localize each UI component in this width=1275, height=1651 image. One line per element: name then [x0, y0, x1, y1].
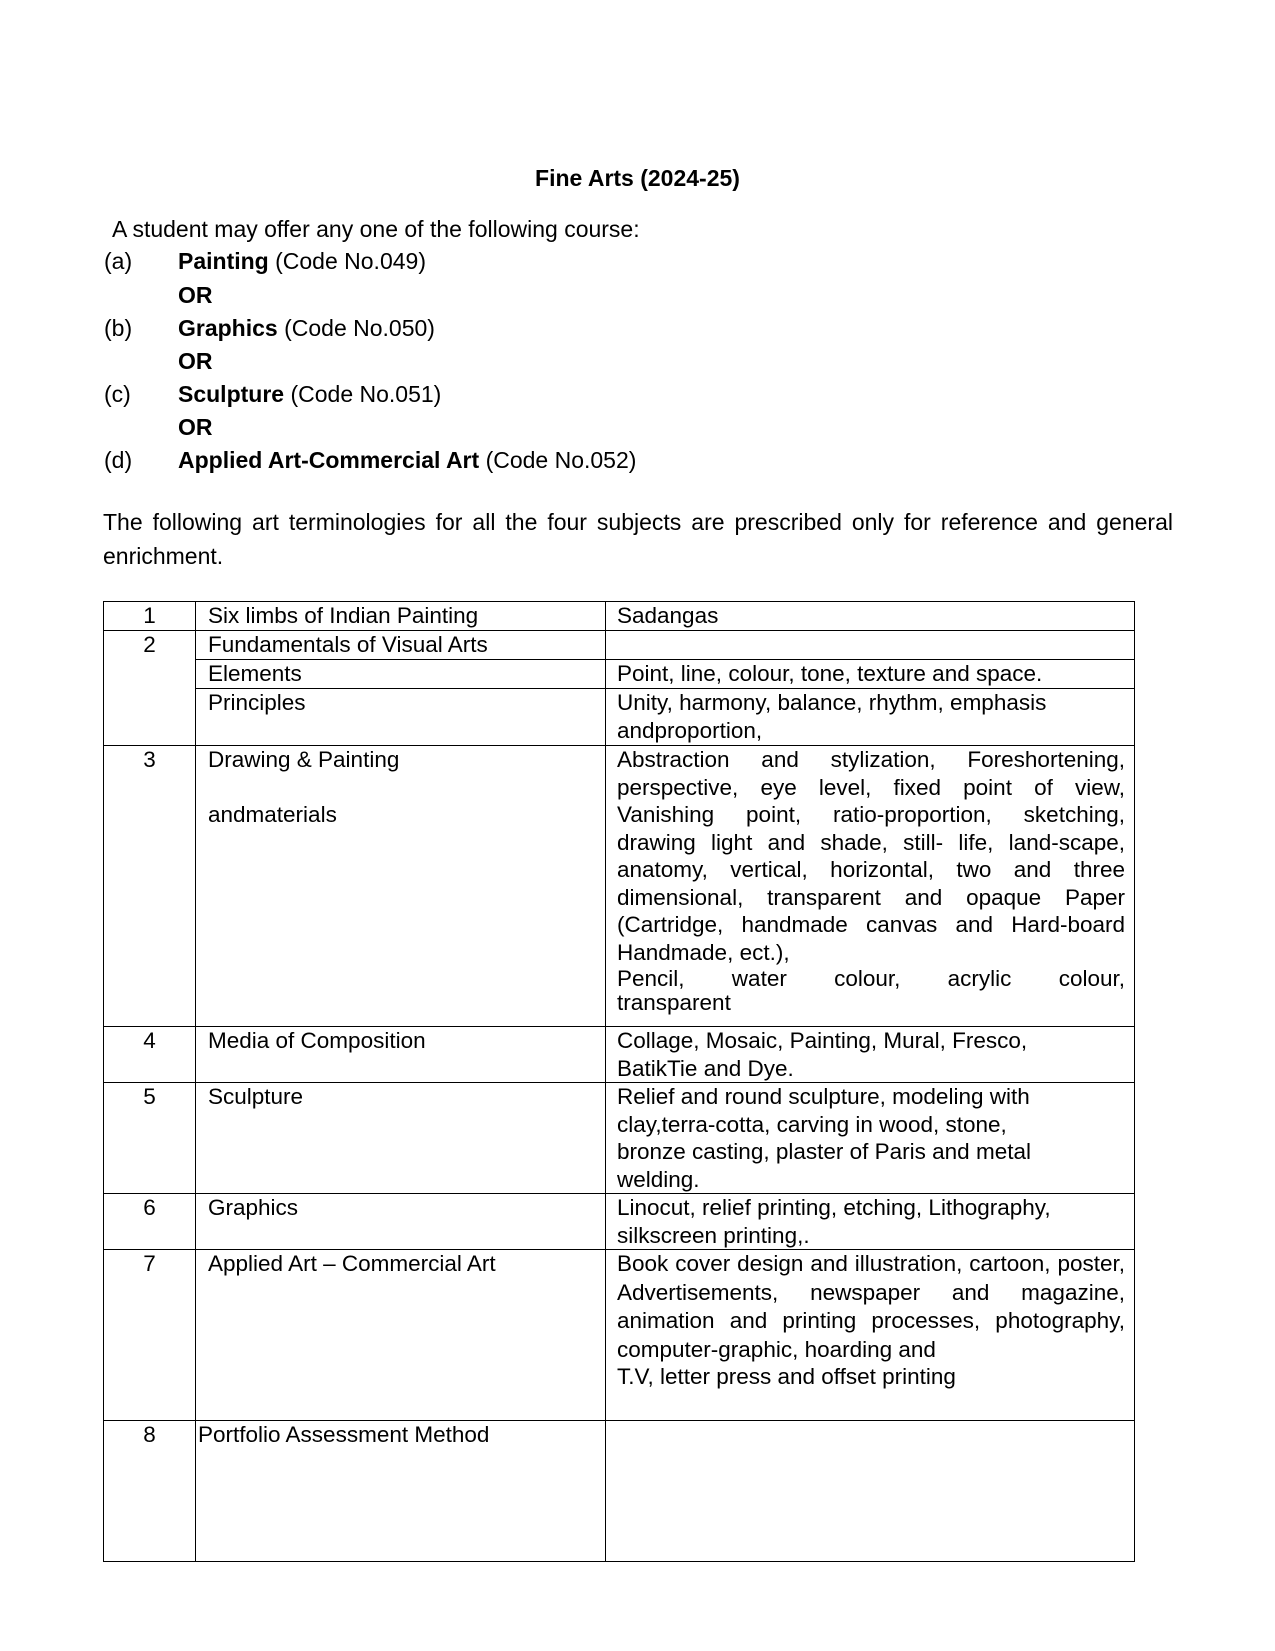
- option-b-label: (b): [104, 315, 133, 341]
- row-number: 5: [104, 1083, 196, 1194]
- row-description-text: Relief and round sculpture, modeling with clay,terra-cotta, carving in wood, stone, bronze casting, plaster of Paris and metal welding.: [617, 1084, 1031, 1192]
- table-row: [104, 1194, 1135, 1250]
- table-row: [104, 660, 1135, 689]
- row-description-text: Book cover design and illustration, cartoon, poster, Advertisements, newspaper and magazine, animation and printing processes, photography, computer-graphic, hoarding and: [617, 1251, 1125, 1362]
- table-row: [104, 602, 1135, 631]
- option-a-name: Painting: [178, 248, 269, 274]
- or-separator-3: OR: [178, 414, 213, 440]
- row-term: Six limbs of Indian Painting: [196, 602, 606, 631]
- or-separator-2: OR: [178, 348, 213, 374]
- row-term-spacer: [208, 774, 605, 801]
- row-description: [606, 1083, 1135, 1194]
- row-description: [606, 1194, 1135, 1250]
- row-term: Portfolio Assessment Method: [196, 1421, 606, 1562]
- row-number: 1: [104, 602, 196, 631]
- row-description-text: Linocut, relief printing, etching, Lithography, silkscreen printing,.: [617, 1195, 1051, 1248]
- row-description-line: T.V, letter press and offset printing: [617, 1364, 956, 1389]
- intro-text: A student may offer any one of the following course:: [112, 216, 640, 242]
- row-description-text: Collage, Mosaic, Painting, Mural, Fresco, BatikTie and Dye.: [617, 1028, 1028, 1081]
- row-term: [196, 746, 606, 1027]
- option-b: [178, 313, 435, 343]
- row-description: [606, 746, 1135, 1027]
- page-title: Fine Arts (2024-25): [535, 165, 740, 191]
- row-number: 7: [104, 1250, 196, 1421]
- option-b-name: Graphics: [178, 315, 278, 341]
- row-number: 3: [104, 746, 196, 1027]
- row-description-line: Pencil, water colour, acrylic colour,: [617, 966, 1125, 991]
- row-description: [606, 1027, 1135, 1083]
- row-description: Point, line, colour, tone, texture and space.: [606, 660, 1135, 689]
- row-number: 6: [104, 1194, 196, 1250]
- row-term: Principles: [196, 689, 606, 746]
- option-a-label: (a): [104, 248, 133, 274]
- option-d-name: Applied Art-Commercial Art: [178, 447, 480, 473]
- table-row: [104, 1083, 1135, 1194]
- row-term: Fundamentals of Visual Arts: [196, 631, 606, 660]
- row-description: [606, 1421, 1135, 1562]
- row-description-line: transparent: [617, 990, 731, 1015]
- or-separator-1: OR: [178, 282, 213, 308]
- table-row: [104, 631, 1135, 660]
- row-description-text: Abstraction and stylization, Foreshortening, perspective, eye level, fixed point of view, Vanishing point, ratio-proportion, sketching, drawing light and shade, still- life, land-scape, anatomy, vertical, horizontal, two and three dimensional, transparent and opaque Paper (Cartridge, handmade canvas and Hard-board Handmade, ect.),: [617, 747, 1125, 965]
- option-a: [178, 246, 426, 276]
- reference-note: The following art terminologies for all the four subjects are prescribed only for reference and general enrichment.: [103, 509, 1173, 569]
- row-number: 4: [104, 1027, 196, 1083]
- row-term: Applied Art – Commercial Art: [196, 1250, 606, 1421]
- row-description: Sadangas: [606, 602, 1135, 631]
- option-d-label: (d): [104, 447, 133, 473]
- row-description: [606, 631, 1135, 660]
- table-row: [104, 746, 1135, 1027]
- row-term: Sculpture: [196, 1083, 606, 1194]
- row-number: 2: [104, 631, 196, 746]
- row-term: Elements: [196, 660, 606, 689]
- table-row: [104, 1250, 1135, 1421]
- row-term-line2: andmaterials: [208, 801, 337, 827]
- table-row: [104, 689, 1135, 746]
- option-a-code: (Code No.049): [275, 248, 426, 274]
- row-term: Media of Composition: [196, 1027, 606, 1083]
- table-row: [104, 1027, 1135, 1083]
- option-b-code: (Code No.050): [284, 315, 435, 341]
- table-row: [104, 1421, 1135, 1562]
- option-c-name: Sculpture: [178, 381, 285, 407]
- option-c-code: (Code No.051): [290, 381, 442, 407]
- row-description-text: Unity, harmony, balance, rhythm, emphasis andproportion,: [617, 690, 1047, 743]
- row-description: [606, 689, 1135, 746]
- row-term-line1: Drawing & Painting: [208, 747, 400, 772]
- row-term: Graphics: [196, 1194, 606, 1250]
- row-description: [606, 1250, 1135, 1421]
- row-number: 8: [104, 1421, 196, 1562]
- option-d-code: (Code No.052): [485, 447, 637, 473]
- terminology-table: [103, 601, 1135, 1562]
- option-c-label: (c): [104, 381, 131, 407]
- option-d: [178, 445, 636, 475]
- option-c: [178, 379, 441, 409]
